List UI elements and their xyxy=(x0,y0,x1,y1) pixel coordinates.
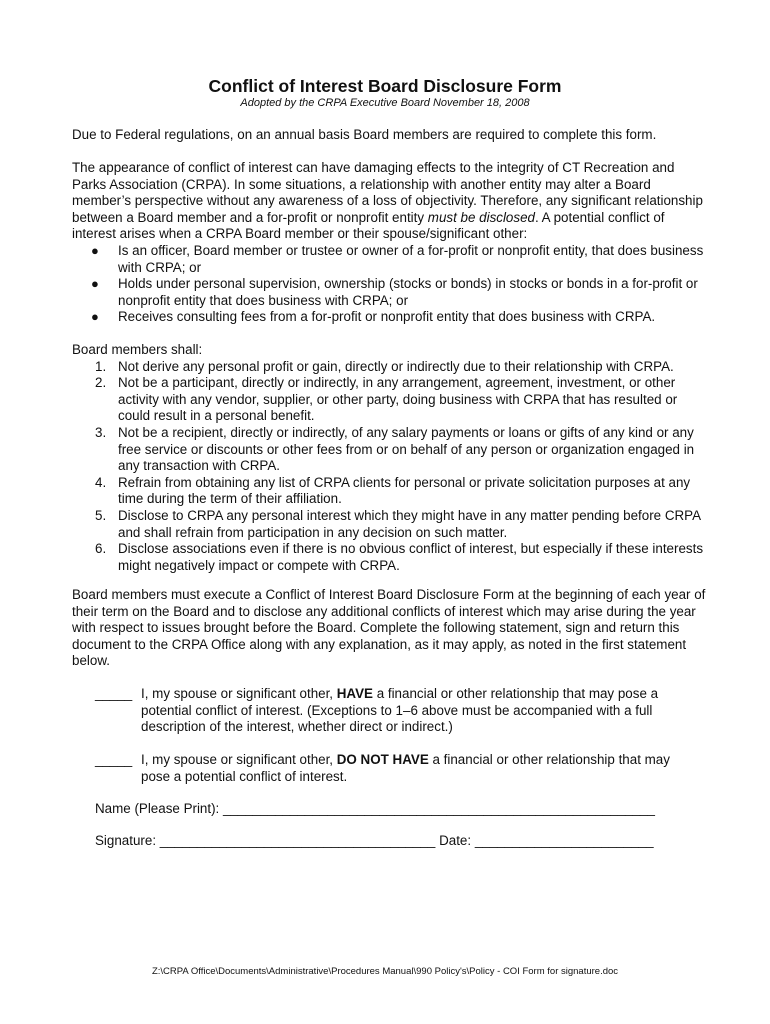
item-number: 4. xyxy=(95,474,107,490)
date-label: Date: xyxy=(439,833,472,848)
shall-list xyxy=(72,359,712,575)
list-item xyxy=(72,541,712,574)
conflict-criteria-list xyxy=(72,243,712,326)
bullet-text: Is an officer, Board member or trustee or owner of a for-profit or nonprofit entity, that does business with CRPA; or xyxy=(118,242,704,275)
item-number: 2. xyxy=(95,375,107,391)
item-text: Not derive any personal profit or gain, directly or indirectly due to their relationship with CRPA. xyxy=(118,358,674,374)
statement-prefix: I, my spouse or significant other, xyxy=(141,686,337,701)
appearance-text: The appearance of conflict of interest can have damaging effects to the integrity of CT Recreation and Parks Association (CRPA). In some situations, a relationship with another entity may alter a Board member’s perspective without any awareness of a loss of objectivity. Therefore, any significant relationship between a Board member and a for-profit or nonprofit entity xyxy=(72,160,703,225)
shall-heading: Board members shall: xyxy=(72,342,203,357)
item-number: 3. xyxy=(95,424,107,440)
name-input-line[interactable]: __________________________________________________________ xyxy=(223,801,655,816)
statement-emphasis: HAVE xyxy=(336,686,373,701)
signature-input-line[interactable]: _____________________________________ xyxy=(159,833,436,848)
item-text: Disclose associations even if there is no obvious conflict of interest, but especially if these interests might negatively impact or compete with CRPA. xyxy=(118,541,704,573)
date-input-line[interactable]: ________________________ xyxy=(474,833,654,848)
bullet-text: Receives consulting fees from a for-profit or nonprofit entity that does business with CRPA. xyxy=(118,309,656,325)
statement-have-not-text xyxy=(95,752,695,785)
bullet-text: Holds under personal supervision, ownership (stocks or bonds) in stocks or bonds in a for-profit or nonprofit entity that does business with CRPA; or xyxy=(118,276,698,308)
appearance-paragraph xyxy=(72,160,712,243)
execute-paragraph: Board members must execute a Conflict of Interest Board Disclosure Form at the beginning of each year of their term on the Board and to disclose any additional conflicts of interest which may arise during the year with respect to issues brought before the Board. Complete the following statement, sign and return this document to the CRPA Office along with any explanation, as it may apply, as noted in the first statement below. xyxy=(72,587,706,669)
bullet-icon: ● xyxy=(91,309,99,325)
list-item xyxy=(72,359,712,376)
bullet-icon: ● xyxy=(91,242,99,258)
intro-paragraph: Due to Federal regulations, on an annual basis Board members are required to complete this form. xyxy=(72,127,657,142)
list-item xyxy=(72,475,712,508)
appearance-emphasis: must be disclosed xyxy=(427,209,535,225)
list-item xyxy=(72,375,712,425)
statement-have xyxy=(95,686,695,736)
statement-prefix: I, my spouse or significant other, xyxy=(141,752,337,767)
item-text: Disclose to CRPA any personal interest which they might have in any matter pending before CRPA and shall refrain from participation in any decision on such matter. xyxy=(118,507,701,540)
board-members-shall-section xyxy=(72,342,712,574)
appearance-tail: . A potential conflict of interest arises when a CRPA Board member or their spouse/significant other: xyxy=(72,209,665,242)
list-item xyxy=(72,508,712,541)
list-item xyxy=(72,425,712,475)
item-text: Not be a participant, directly or indirectly, in any arrangement, agreement, investment, or other activity with any vendor, supplier, or other party, doing business with CRPA that has resulted or could result in a personal benefit. xyxy=(118,375,678,424)
statement-suffix: a financial or other relationship that may pose a potential conflict of interest. xyxy=(141,752,670,784)
have-not-checkbox-blank[interactable]: _____ xyxy=(95,752,133,767)
item-number: 5. xyxy=(95,507,107,523)
have-checkbox-blank[interactable]: _____ xyxy=(95,686,133,701)
list-item xyxy=(72,243,712,276)
bullet-icon: ● xyxy=(91,276,99,292)
name-field xyxy=(95,801,655,816)
form-subtitle: Adopted by the CRPA Executive Board November 18, 2008 xyxy=(240,97,530,109)
item-number: 6. xyxy=(95,541,107,557)
statement-suffix: a financial or other relationship that may pose a potential conflict of interest. (Exceptions to 1–6 above must be accompanied with a full description of the interest, whether direct or indirect.) xyxy=(141,686,659,735)
name-label: Name (Please Print): xyxy=(95,801,220,816)
signature-label: Signature: xyxy=(95,833,157,848)
statement-have-text xyxy=(95,686,695,736)
item-text: Refrain from obtaining any list of CRPA clients for personal or private solicitation purposes at any time during the term of their affiliation. xyxy=(118,474,691,507)
statement-emphasis: DO NOT HAVE xyxy=(336,752,429,767)
appearance-section xyxy=(72,160,712,326)
statement-have-not xyxy=(95,752,695,785)
form-title: Conflict of Interest Board Disclosure Form xyxy=(208,76,562,96)
list-item xyxy=(72,276,712,309)
item-number: 1. xyxy=(95,358,107,374)
item-text: Not be a recipient, directly or indirectly, of any salary payments or loans or gifts of any kind or any free service or discounts or other fees from or on behalf of any person or organization engaged in any transaction with CRPA. xyxy=(118,424,695,474)
list-item xyxy=(72,309,712,326)
signature-date-field xyxy=(95,833,654,848)
file-path-footer: Z:\CRPA Office\Documents\Administrative\Procedures Manual\990 Policy's\Policy - COI Form for signature.doc xyxy=(151,966,619,977)
